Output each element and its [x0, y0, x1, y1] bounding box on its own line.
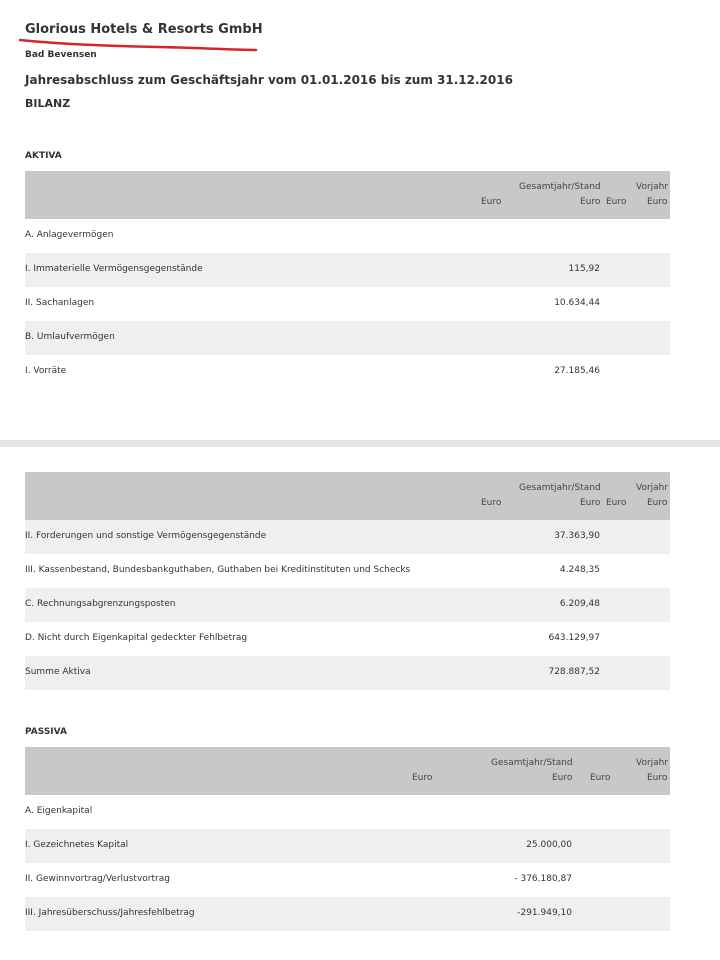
row-value: 4.248,35 — [559, 565, 600, 575]
table-row — [25, 588, 670, 622]
report-period: Jahresabschluss zum Geschäftsjahr vom 01.01.2016 bis zum 31.12.2016 — [25, 73, 513, 87]
table-row — [25, 829, 670, 863]
row-label: III. Jahresüberschuss/Jahresfehlbetrag — [25, 908, 195, 918]
table-row — [25, 897, 670, 931]
col-euro2-header: Euro — [606, 498, 627, 508]
row-label: D. Nicht durch Eigenkapital gedeckter Fehlbetrag — [25, 633, 248, 643]
col-total-unit: Euro — [580, 197, 601, 207]
row-label: III. Kassenbestand, Bundesbankguthaben, Guthaben bei Kreditinstituten und Schecks — [25, 565, 411, 575]
col-prev-header: Vorjahr — [636, 483, 669, 493]
col-total-header: Gesamtjahr/Stand — [491, 758, 573, 768]
col-total-unit: Euro — [580, 498, 601, 508]
row-value: 37.363,90 — [554, 531, 600, 541]
row-label: A. Anlagevermögen — [25, 230, 114, 240]
aktiva-table-2 — [25, 472, 670, 690]
table-row — [25, 321, 670, 355]
col-total-header: Gesamtjahr/Stand — [519, 483, 601, 493]
table-row — [25, 219, 670, 253]
row-value: 643.129,97 — [548, 633, 600, 643]
row-label: C. Rechnungsabgrenzungsposten — [25, 599, 176, 609]
table-row — [25, 253, 670, 287]
table-row — [25, 863, 670, 897]
passiva-table — [25, 747, 670, 931]
col-prev-unit: Euro — [647, 498, 668, 508]
table-row — [25, 355, 670, 389]
col-euro-header: Euro — [481, 498, 502, 508]
row-label: I. Gezeichnetes Kapital — [25, 840, 129, 850]
company-name: Glorious Hotels & Resorts GmbH — [25, 22, 263, 37]
row-label: I. Immaterielle Vermögensgegenstände — [25, 264, 203, 274]
table-row — [25, 656, 670, 690]
col-total-header: Gesamtjahr/Stand — [519, 182, 601, 192]
row-label: II. Forderungen und sonstige Vermögensgegenstände — [25, 531, 267, 541]
col-euro2-header: Euro — [606, 197, 627, 207]
row-label: Summe Aktiva — [25, 667, 91, 677]
row-value: -291.949,10 — [517, 908, 572, 918]
col-euro-header: Euro — [481, 197, 502, 207]
row-value: 115,92 — [568, 264, 600, 274]
row-value: 728.887,52 — [548, 667, 600, 677]
table-header — [25, 472, 670, 520]
table-row — [25, 622, 670, 656]
row-label: I. Vorräte — [25, 366, 67, 376]
col-prev-unit: Euro — [647, 197, 668, 207]
row-label: II. Sachanlagen — [25, 298, 95, 308]
col-prev-header: Vorjahr — [636, 182, 669, 192]
page-divider — [0, 440, 720, 447]
col-total-unit: Euro — [552, 773, 573, 783]
report-title: BILANZ — [25, 97, 71, 110]
row-label: B. Umlaufvermögen — [25, 332, 115, 342]
table-row — [25, 554, 670, 588]
company-city: Bad Bevensen — [25, 50, 97, 60]
aktiva-table-1 — [25, 171, 670, 389]
row-value: 25.000,00 — [526, 840, 572, 850]
row-label: A. Eigenkapital — [25, 806, 93, 816]
col-euro-header: Euro — [412, 773, 433, 783]
passiva-label: PASSIVA — [25, 727, 67, 737]
table-header — [25, 171, 670, 219]
table-row — [25, 520, 670, 554]
col-euro2-header: Euro — [590, 773, 611, 783]
aktiva-label: AKTIVA — [25, 151, 62, 161]
table-header — [25, 747, 670, 795]
col-prev-header: Vorjahr — [636, 758, 669, 768]
col-prev-unit: Euro — [647, 773, 668, 783]
row-value: - 376.180,87 — [514, 874, 572, 884]
row-value: 10.634,44 — [554, 298, 600, 308]
row-value: 27.185,46 — [554, 366, 600, 376]
row-value: 6.209,48 — [559, 599, 600, 609]
table-row — [25, 795, 670, 829]
table-row — [25, 287, 670, 321]
row-label: II. Gewinnvortrag/Verlustvortrag — [25, 874, 170, 884]
